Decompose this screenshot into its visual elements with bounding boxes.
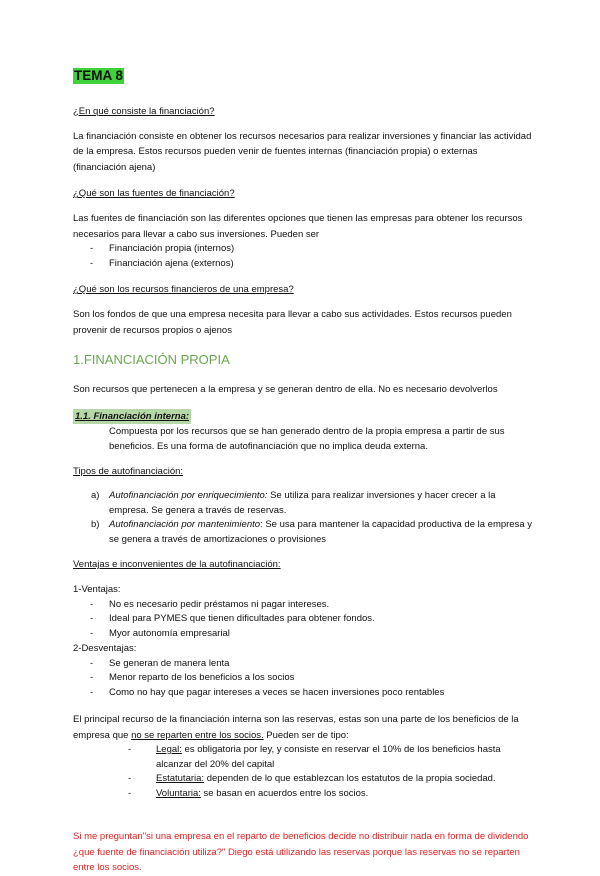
types-heading: Tipos de autofinanciación: [73, 466, 184, 477]
list-item: - Financiación ajena (externos) [73, 257, 533, 272]
subsection-heading: 1.1. Financiación interna: [75, 410, 190, 422]
reserves-text-a: El principal recurso de la financiación interna son las reservas, estas son una parte de los beneficios de la empresa que [73, 714, 519, 741]
page-title: TEMA 8 [74, 68, 124, 83]
cons-label: 2-Desventajas: [73, 643, 137, 654]
list-item [73, 743, 533, 772]
list-item: - Se generan de manera lenta [73, 657, 533, 672]
list-marker: b) [91, 519, 100, 530]
q3-question: ¿Qué son los recursos financieros de una empresa? [73, 284, 294, 295]
list-marker: a) [91, 490, 100, 501]
q1-question: ¿En qué consiste la financiación? [73, 105, 215, 117]
q1-answer: La financiación consiste en obtener los recursos necesarios para realizar inversiones y financiar las actividad de la empresa. Estos recursos pueden venir de fuentes internas (financiación propia) o externas (financiación ajena) [73, 130, 532, 173]
reserve-term: Estatutaria: [156, 773, 205, 784]
types-list [73, 489, 533, 547]
list-item: - Menor reparto de los beneficios a los socios [73, 671, 533, 686]
pros-list [73, 598, 533, 642]
q2-answer: Las fuentes de financiación son las diferentes opciones que tienen las empresas para obtener los recursos necesarios para llevar a cabo sus inversiones. Pueden ser [73, 213, 523, 240]
q2-question: ¿Qué son las fuentes de financiación? [73, 188, 235, 199]
pros-label: 1-Ventajas: [73, 584, 121, 595]
cons-list [73, 657, 533, 701]
subsection-text: Compuesta por los recursos que se han generado dentro de la propia empresa a partir de sus beneficios. Es una forma de autofinanciación que no implica deuda externa. [109, 425, 505, 452]
list-item [73, 772, 533, 787]
q2-list [73, 242, 533, 271]
list-item: - Como no hay que pagar intereses a veces se hacen inversiones poco rentables [73, 686, 533, 701]
reserves-block [73, 712, 533, 801]
q3-block [73, 282, 533, 338]
reserve-types-list [73, 743, 533, 801]
section1-heading: 1.FINANCIACIÓN PROPIA [73, 352, 230, 367]
reserves-text-underlined: no se reparten entre los socios. [131, 729, 264, 741]
type-term: Autofinanciación por mantenimiento [109, 519, 261, 530]
type-text: : Se usa para mantener la capacidad productiva de la empresa y se genera a través de amortizaciones o provisiones [109, 519, 533, 545]
subsection-1-1 [73, 409, 533, 455]
reserve-text: se basan en acuerdos entre los socios. [200, 787, 369, 799]
q3-answer: Son los fondos de que una empresa necesita para llevar a cabo sus actividades. Estos recursos pueden provenir de recursos propios o ajenos [73, 309, 512, 336]
reserve-text: es obligatoria por ley, y consiste en reservar el 10% de los beneficios hasta alcanzar del 20% del capital [156, 744, 501, 770]
pros-cons-block [73, 557, 533, 700]
list-item [73, 489, 533, 518]
reserve-term: Voluntaria: [156, 787, 201, 799]
reserve-term: Legal: [156, 744, 182, 755]
red-note: Si me preguntan"si una empresa en el reparto de beneficios decide no distribuir nada en forma de dividendo ¿que fuente de financiación utiliza?" Diego está utilizando las reservas porque las reservas no se reparten entre los socios. [73, 831, 529, 873]
section1 [73, 351, 533, 876]
list-item: - No es necesario pedir préstamos ni pagar intereses. [73, 598, 533, 613]
reserves-text-b: Pueden ser de tipo: [263, 729, 349, 741]
type-term: Autofinanciación por enriquecimiento: [109, 490, 268, 501]
list-item: - Financiación propia (internos) [73, 242, 533, 257]
reserves-text [73, 712, 533, 743]
page-title-row [73, 68, 533, 94]
list-item [73, 518, 533, 547]
list-item: - Ideal para PYMES que tienen dificultades para obtener fondos. [73, 612, 533, 627]
reserve-text: dependen de lo que establezcan los estatutos de la propia sociedad. [204, 773, 496, 784]
list-item: - Myor autonomía empresarial [73, 627, 533, 642]
type-text: Se utiliza para realizar inversiones y hacer crecer a la empresa. Se genera a través de reservas. [109, 490, 496, 516]
document-page [73, 68, 533, 876]
q1-block [73, 104, 533, 176]
section1-intro: Son recursos que pertenecen a la empresa y se generan dentro de ella. No es necesario devolverlos [73, 384, 498, 395]
list-item [73, 787, 533, 802]
q2-block [73, 186, 533, 271]
pros-cons-heading: Ventajas e inconvenientes de la autofinanciación: [73, 559, 281, 570]
